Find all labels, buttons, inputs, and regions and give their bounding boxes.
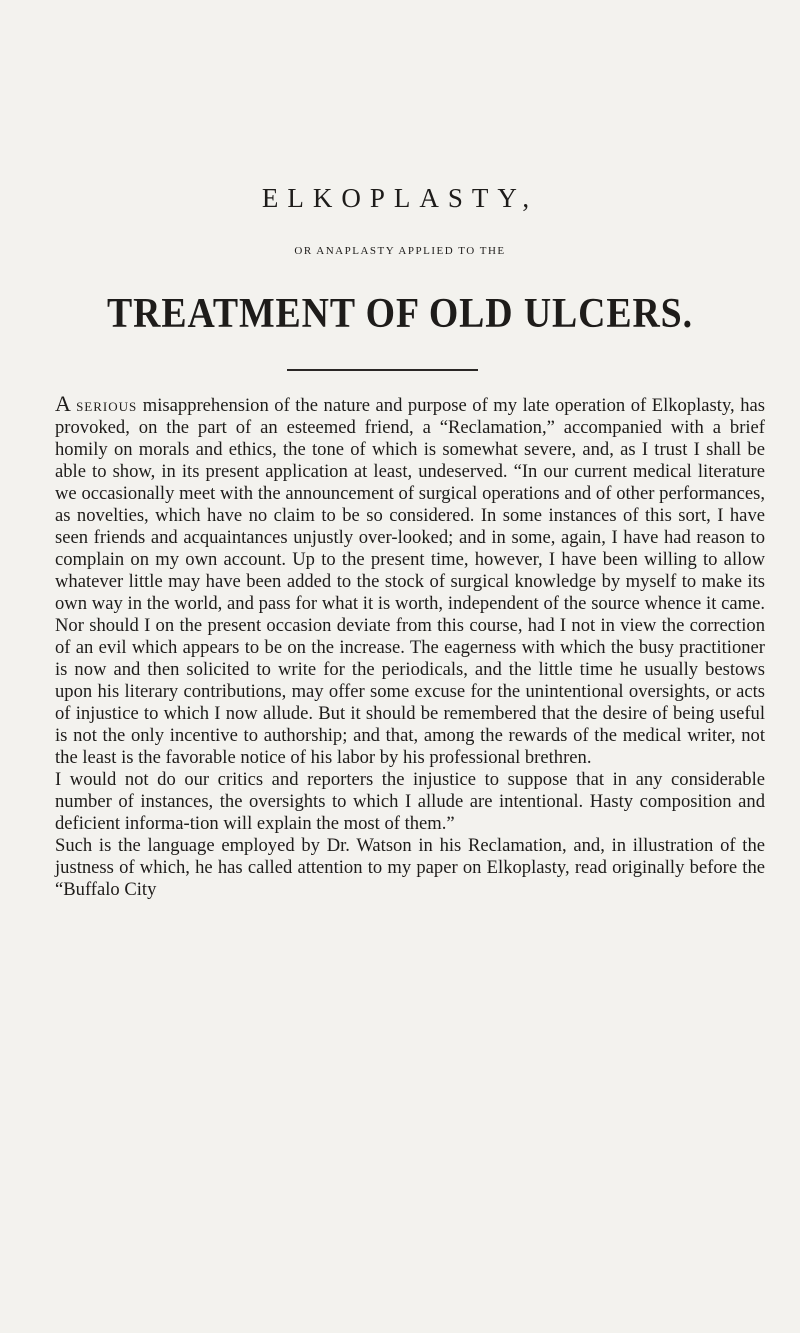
paragraph-1-smallcaps: serious: [76, 395, 138, 416]
paragraph-1: [55, 393, 765, 769]
paragraph-2: I would not do our critics and reporters the injustice to suppose that in any considerable number of instances, the oversights to which I allude are intentional. Hasty composition and deficient informa-tion will explain the most of them.”: [55, 769, 765, 834]
page-title: ELKOPLASTY,: [261, 183, 539, 213]
paragraph-3: Such is the language employed by Dr. Watson in his Reclamation, and, in illustration of the justness of which, he has called attention to my paper on Elkoplasty, read originally before the “Buffalo City: [55, 835, 765, 900]
body-text: [55, 393, 765, 901]
page-subtitle: OR ANAPLASTY APPLIED TO THE: [294, 245, 506, 257]
paragraph-1-initial: A: [55, 391, 77, 416]
main-title: TREATMENT OF OLD ULCERS.: [107, 291, 693, 337]
title-divider: [287, 369, 478, 371]
paragraph-1-text: misapprehension of the nature and purpose of my late operation of Elkoplasty, has provoked, on the part of an esteemed friend, a “Reclamation,” accompanied with a brief homily on morals and ethics, the tone of which is somewhat severe, and, as I trust I shall be able to show, in its present application at least, undeserved. “In our current medical literature we occasionally meet with the announcement of surgical operations and of other performances, as novelties, which have no claim to be so considered. In some instances of this sort, I have seen friends and acquaintances unjustly over-looked; and in some, again, I have had reason to complain on my own account. Up to the present time, however, I have been willing to allow whatever little may have been added to the stock of surgical knowledge by myself to make its own way in the world, and pass for what it is worth, independent of the source whence it came. Nor should I on the present occasion deviate from this course, had I not in view the correction of an evil which appears to be on the increase. The eagerness with which the busy practitioner is now and then solicited to write for the periodicals, and the little time he usually bestows upon his literary contributions, may offer some excuse for the unintentional oversights, or acts of injustice to which I now allude. But it should be remembered that the desire of being useful is not the only incentive to authorship; and that, among the rewards of the medical writer, not the least is the favorable notice of his labor by his professional brethren.: [55, 395, 765, 768]
